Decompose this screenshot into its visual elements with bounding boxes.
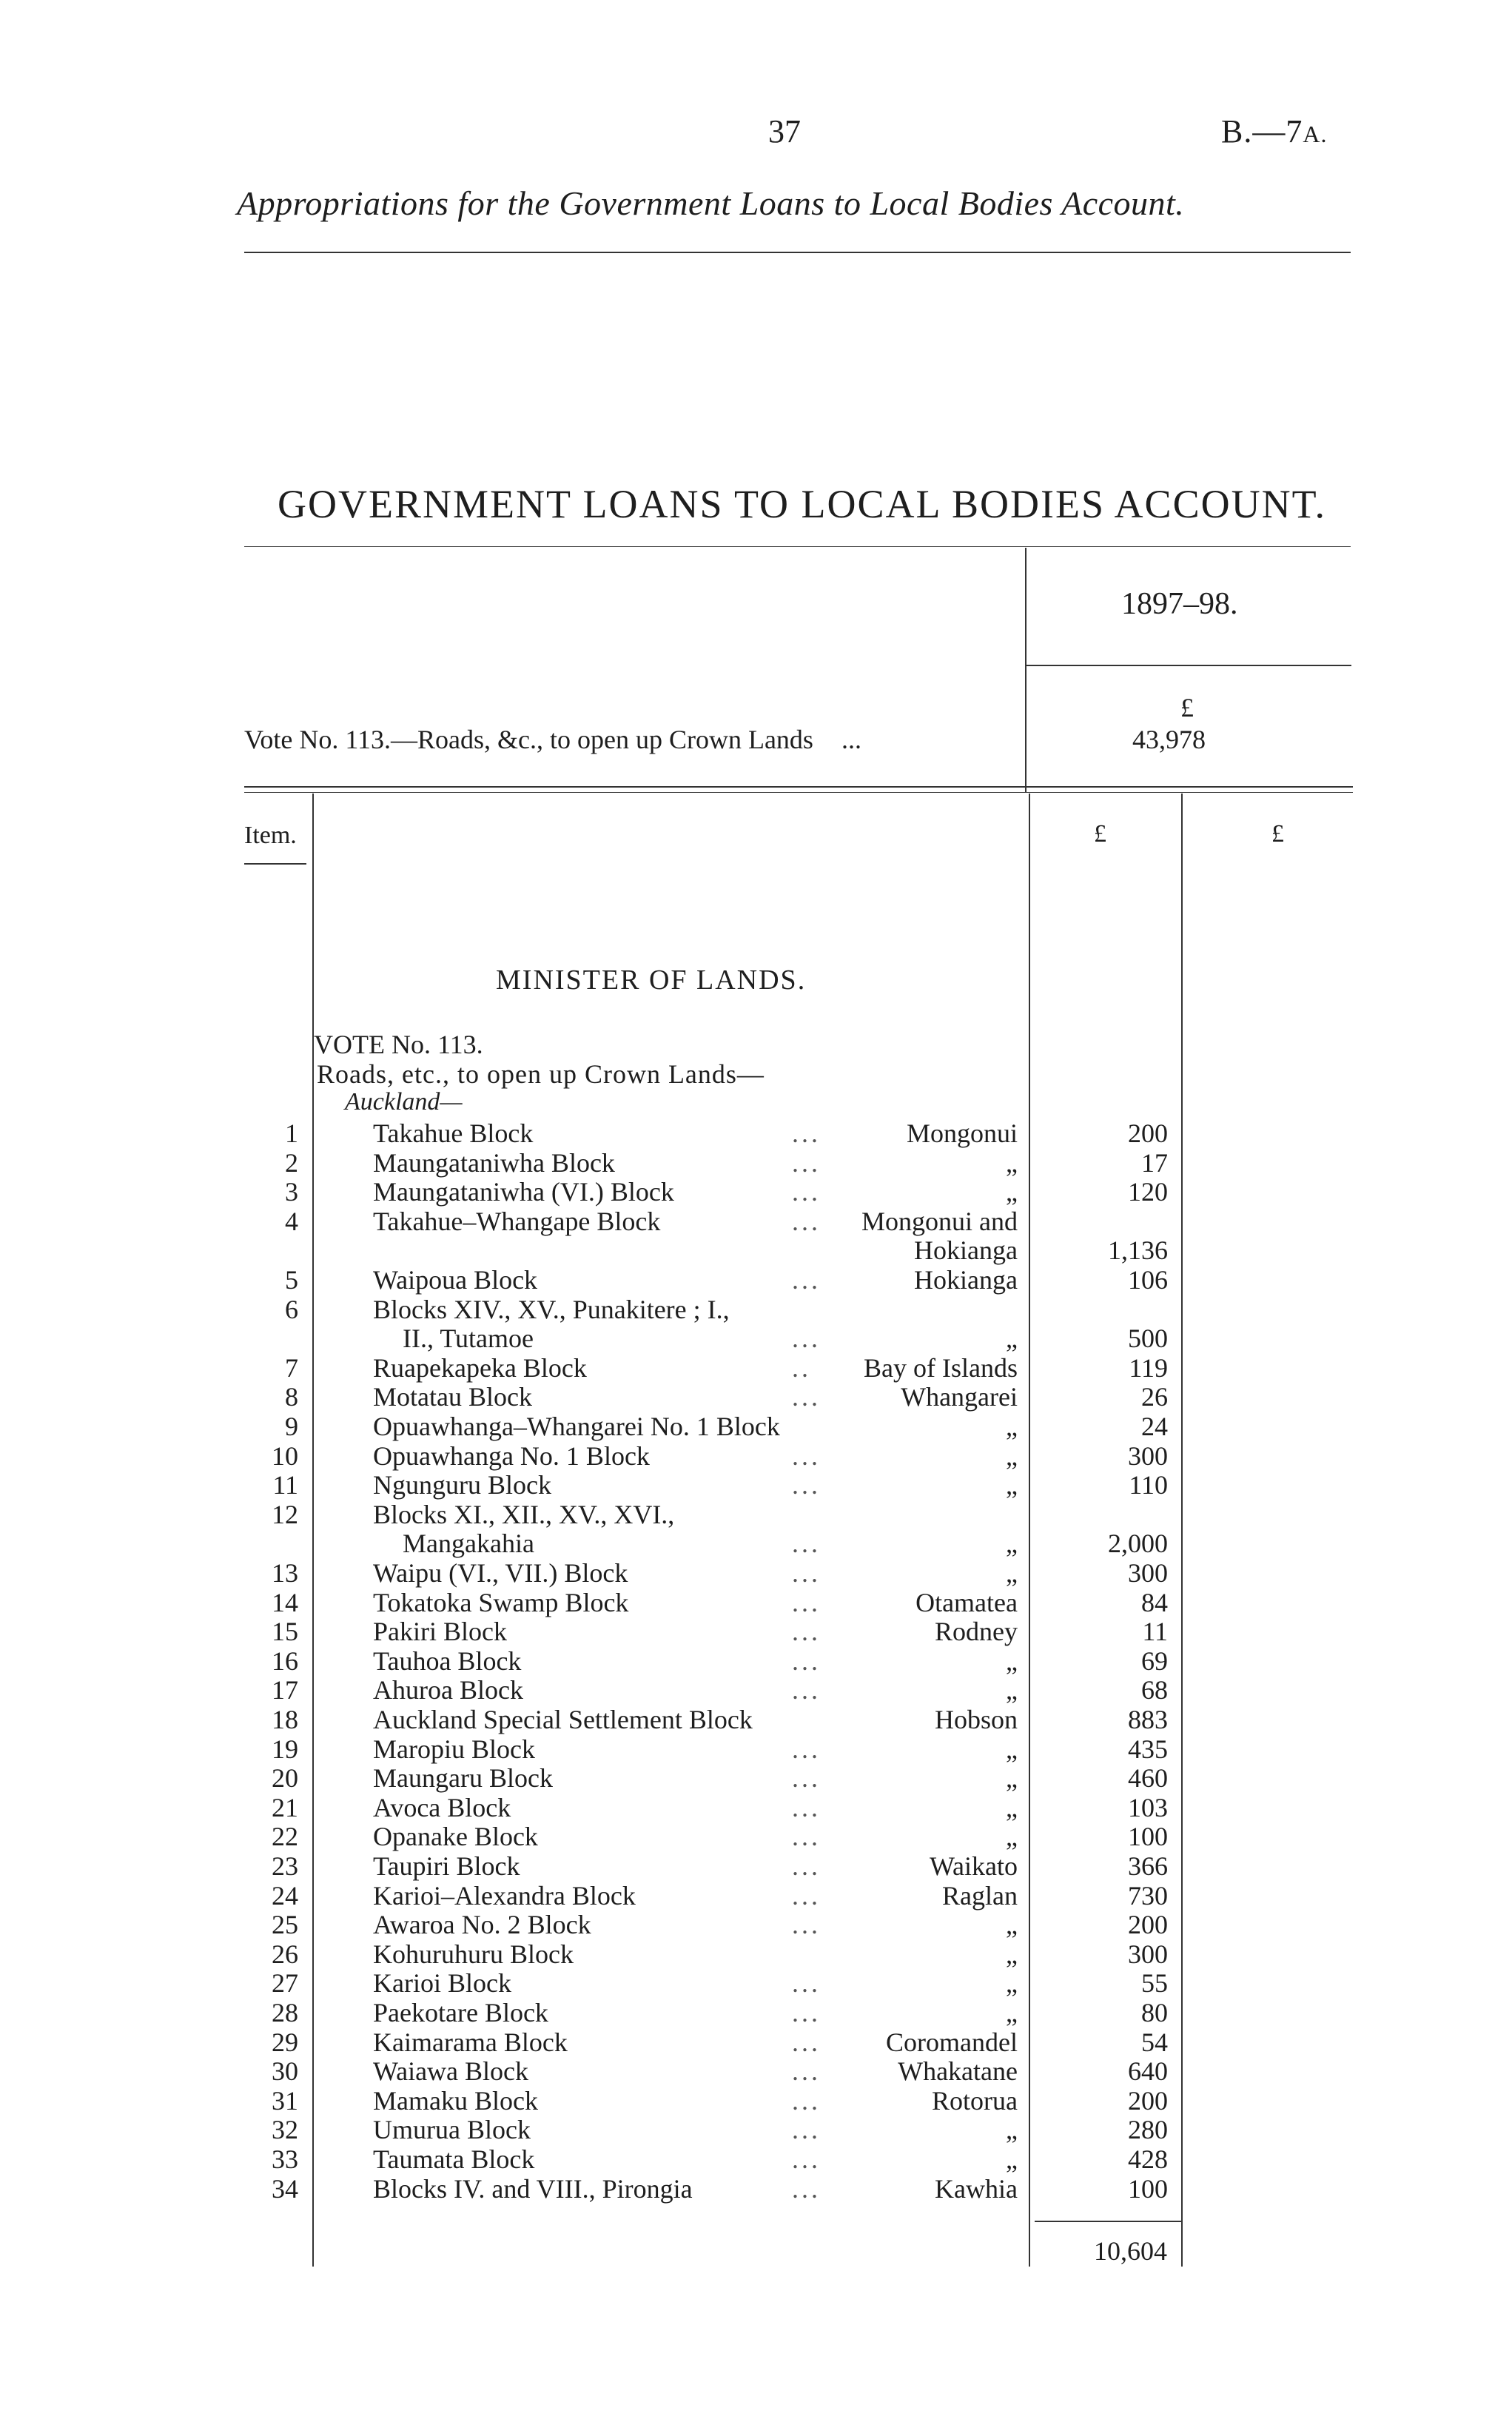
block-name: Maungataniwha (VI.) Block (373, 1177, 674, 1207)
leader-dots: .. (792, 1352, 811, 1383)
item-number: 9 (285, 1412, 298, 1441)
county-name: Coromandel (886, 2027, 1018, 2057)
county-name: „ (1006, 1440, 1018, 1471)
block-name: Taumata Block (373, 2144, 535, 2174)
amount: 2,000 (1108, 1529, 1168, 1559)
block-name: Waipu (VI., VII.) Block (373, 1558, 628, 1588)
amount: 84 (1141, 1587, 1168, 1617)
amount: 69 (1141, 1646, 1168, 1676)
county-name: Raglan (942, 1880, 1018, 1911)
county-name: „ (1006, 1529, 1018, 1559)
leader-dots: ... (792, 1265, 821, 1295)
item-number: 5 (285, 1265, 298, 1295)
amount: 103 (1128, 1792, 1168, 1822)
leader-dots: ... (792, 2173, 821, 2204)
total-column-currency: £ (1271, 820, 1284, 848)
block-name: Karioi–Alexandra Block (373, 1880, 636, 1911)
leader-dots: ... (792, 1763, 821, 1794)
leader-dots: ... (792, 2085, 821, 2116)
vote-label: Vote No. 113.—Roads, &c., to open up Crown Lands (244, 725, 813, 754)
item-number: 20 (272, 1763, 298, 1794)
amount: 1,136 (1108, 1235, 1168, 1266)
block-name: Blocks IV. and VIII., Pirongia (373, 2173, 693, 2204)
leader-dots: ... (792, 1880, 821, 1911)
amount: 200 (1128, 2085, 1168, 2116)
item-number: 31 (272, 2085, 298, 2116)
block-name: Maropiu Block (373, 1734, 535, 1764)
item-number: 12 (272, 1499, 298, 1529)
amount: 11 (1142, 1617, 1168, 1647)
item-number: 7 (285, 1352, 298, 1383)
leader-dots: ... (792, 1118, 821, 1148)
block-name: Kaimarama Block (373, 2027, 568, 2057)
amount: 435 (1128, 1734, 1168, 1764)
leader-dots: ... (792, 1792, 821, 1822)
amount: 366 (1128, 1851, 1168, 1881)
amount: 460 (1128, 1763, 1168, 1794)
item-number: 22 (272, 1822, 298, 1852)
amount: 640 (1128, 2056, 1168, 2087)
block-name: Ngunguru Block (373, 1470, 551, 1500)
amount: 883 (1128, 1705, 1168, 1734)
page-number: 37 (768, 113, 801, 150)
vote-leader-dots: ... (841, 725, 861, 754)
section-title: MINISTER OF LANDS. (496, 965, 807, 996)
leader-dots: ... (792, 1587, 821, 1617)
county-name: „ (1006, 1822, 1018, 1852)
leader-dots: ... (792, 1734, 821, 1764)
block-name: Opanake Block (373, 1822, 538, 1852)
block-name: Awaroa No. 2 Block (373, 1910, 591, 1940)
leader-dots: ... (792, 2115, 821, 2145)
amount: 100 (1128, 1822, 1168, 1852)
block-name: Kohuruhuru Block (373, 1939, 574, 1969)
amount: 428 (1128, 2144, 1168, 2174)
county-name: „ (1006, 1763, 1018, 1794)
county-name: „ (1006, 2115, 1018, 2145)
amount: 280 (1128, 2115, 1168, 2145)
leader-dots: ... (792, 1177, 821, 1207)
block-name: Opuawhanga No. 1 Block (373, 1440, 650, 1471)
block-name: II., Tutamoe (403, 1324, 534, 1354)
item-number: 2 (285, 1147, 298, 1178)
block-name: Tokatoka Swamp Block (373, 1587, 629, 1617)
amount: 17 (1141, 1147, 1168, 1178)
block-name: Blocks XI., XII., XV., XVI., (373, 1499, 675, 1529)
item-number: 25 (272, 1910, 298, 1940)
leader-dots: ... (792, 1998, 821, 2027)
item-number: 30 (272, 2056, 298, 2087)
block-name: Mamaku Block (373, 2085, 538, 2116)
county-name: Hokianga (914, 1265, 1018, 1295)
amount: 26 (1141, 1382, 1168, 1412)
item-number: 21 (272, 1792, 298, 1822)
county-name: Kawhia (935, 2173, 1018, 2204)
block-name: Maungataniwha Block (373, 1147, 615, 1178)
block-name: Auckland Special Settlement Block (373, 1705, 753, 1734)
amount: 500 (1128, 1324, 1168, 1354)
amount: 55 (1141, 1968, 1168, 1999)
item-number: 6 (285, 1294, 298, 1324)
county-name: Bay of Islands (864, 1352, 1018, 1383)
block-name: Tauhoa Block (373, 1646, 522, 1676)
total-amount: 10,604 (1094, 2236, 1167, 2266)
county-name: „ (1006, 1968, 1018, 1999)
item-number: 15 (272, 1617, 298, 1647)
item-number: 17 (272, 1675, 298, 1705)
block-name: Mangakahia (403, 1529, 534, 1559)
county-name: Waikato (929, 1851, 1018, 1881)
block-name: Paekotare Block (373, 1998, 548, 2027)
county-name: „ (1006, 1998, 1018, 2027)
amount: 80 (1141, 1998, 1168, 2027)
county-name: „ (1006, 1177, 1018, 1207)
county-name: „ (1006, 2144, 1018, 2174)
item-number: 24 (272, 1880, 298, 1911)
block-name: Takahue Block (373, 1118, 534, 1148)
doc-ref-main: B.—7 (1221, 113, 1303, 150)
amount: 300 (1128, 1939, 1168, 1969)
block-name: Waiawa Block (373, 2056, 529, 2087)
county-name: Hokianga (914, 1235, 1018, 1266)
county-name: Otamatea (915, 1587, 1018, 1617)
block-name: Ruapekapeka Block (373, 1352, 587, 1383)
item-number: 13 (272, 1558, 298, 1588)
item-number: 11 (272, 1470, 298, 1500)
leader-dots: ... (792, 1617, 821, 1647)
leader-dots: ... (792, 1147, 821, 1178)
item-number: 34 (272, 2173, 298, 2204)
amount: 200 (1128, 1118, 1168, 1148)
county-name: „ (1006, 1734, 1018, 1764)
amount: 119 (1129, 1352, 1168, 1383)
leader-dots: ... (792, 1851, 821, 1881)
leader-dots: ... (792, 1206, 821, 1236)
block-name: Taupiri Block (373, 1851, 520, 1881)
block-name: Blocks XIV., XV., Punakitere ; I., (373, 1294, 730, 1324)
block-name: Pakiri Block (373, 1617, 507, 1647)
county-name: Rodney (935, 1617, 1018, 1647)
amount: 106 (1128, 1265, 1168, 1295)
county-name: „ (1006, 1675, 1018, 1705)
county-name: Rotorua (932, 2085, 1018, 2116)
account-title: GOVERNMENT LOANS TO LOCAL BODIES ACCOUNT. (278, 482, 1327, 526)
county-name: Whangarei (901, 1382, 1018, 1412)
amount: 300 (1128, 1558, 1168, 1588)
leader-dots: ... (792, 1558, 821, 1588)
county-name: „ (1006, 1412, 1018, 1441)
amount: 300 (1128, 1440, 1168, 1471)
block-name: Takahue–Whangape Block (373, 1206, 661, 1236)
vote-amount: 43,978 (1132, 725, 1206, 754)
amount: 110 (1129, 1470, 1168, 1500)
leader-dots: ... (792, 1440, 821, 1471)
leader-dots: ... (792, 1822, 821, 1852)
amount: 54 (1141, 2027, 1168, 2057)
region-heading: Auckland— (345, 1088, 463, 1116)
county-name: „ (1006, 1324, 1018, 1354)
item-number: 8 (285, 1382, 298, 1412)
leader-dots: ... (792, 1968, 821, 1999)
amount: 730 (1128, 1880, 1168, 1911)
amount-column-currency: £ (1094, 820, 1106, 848)
item-number: 26 (272, 1939, 298, 1969)
county-name: „ (1006, 1792, 1018, 1822)
amount: 68 (1141, 1675, 1168, 1705)
vote-currency-symbol: £ (1180, 693, 1194, 722)
amount: 24 (1141, 1412, 1168, 1441)
county-name: „ (1006, 1147, 1018, 1178)
running-title: Appropriations for the Government Loans to Local Bodies Account. (237, 184, 1185, 222)
leader-dots: ... (792, 1382, 821, 1412)
county-name: Mongonui (906, 1118, 1018, 1148)
leader-dots: ... (792, 1646, 821, 1676)
leader-dots: ... (792, 1470, 821, 1500)
item-column-header: Item. (244, 822, 297, 849)
county-name: „ (1006, 1910, 1018, 1940)
amount: 200 (1128, 1910, 1168, 1940)
block-name: Waipoua Block (373, 1265, 538, 1295)
leader-dots: ... (792, 2144, 821, 2174)
county-name: „ (1006, 1646, 1018, 1676)
item-number: 27 (272, 1968, 298, 1999)
county-name: Whakatane (898, 2056, 1018, 2087)
item-number: 10 (272, 1440, 298, 1471)
leader-dots: ... (792, 2056, 821, 2087)
item-number: 28 (272, 1998, 298, 2027)
item-number: 14 (272, 1587, 298, 1617)
leader-dots: ... (792, 1675, 821, 1705)
item-number: 32 (272, 2115, 298, 2145)
block-name: Maungaru Block (373, 1763, 553, 1794)
item-number: 29 (272, 2027, 298, 2057)
vote-number: VOTE No. 113. (314, 1030, 483, 1059)
county-name: Mongonui and (861, 1206, 1018, 1236)
block-name: Motatau Block (373, 1382, 532, 1412)
item-number: 3 (285, 1177, 298, 1207)
roads-heading: Roads, etc., to open up Crown Lands— (317, 1059, 765, 1089)
leader-dots: ... (792, 1529, 821, 1559)
financial-year: 1897–98. (1121, 587, 1238, 621)
block-name: Ahuroa Block (373, 1675, 523, 1705)
county-name: Hobson (934, 1705, 1018, 1734)
leader-dots: ... (792, 2027, 821, 2057)
amount: 100 (1128, 2173, 1168, 2204)
block-name: Avoca Block (373, 1792, 511, 1822)
county-name: „ (1006, 1558, 1018, 1588)
block-name: Umurua Block (373, 2115, 531, 2145)
item-number: 1 (285, 1118, 298, 1148)
leader-dots: ... (792, 1910, 821, 1940)
item-number: 18 (272, 1705, 298, 1734)
item-number: 19 (272, 1734, 298, 1764)
block-name: Opuawhanga–Whangarei No. 1 Block (373, 1412, 780, 1441)
item-number: 16 (272, 1646, 298, 1676)
total-rule (1035, 2221, 1183, 2222)
county-name: „ (1006, 1939, 1018, 1969)
amount: 120 (1128, 1177, 1168, 1207)
doc-ref-suffix: A. (1303, 121, 1328, 147)
item-number: 33 (272, 2144, 298, 2174)
block-name: Karioi Block (373, 1968, 511, 1999)
item-number: 23 (272, 1851, 298, 1881)
leader-dots: ... (792, 1324, 821, 1354)
county-name: „ (1006, 1470, 1018, 1500)
item-number: 4 (285, 1206, 298, 1236)
